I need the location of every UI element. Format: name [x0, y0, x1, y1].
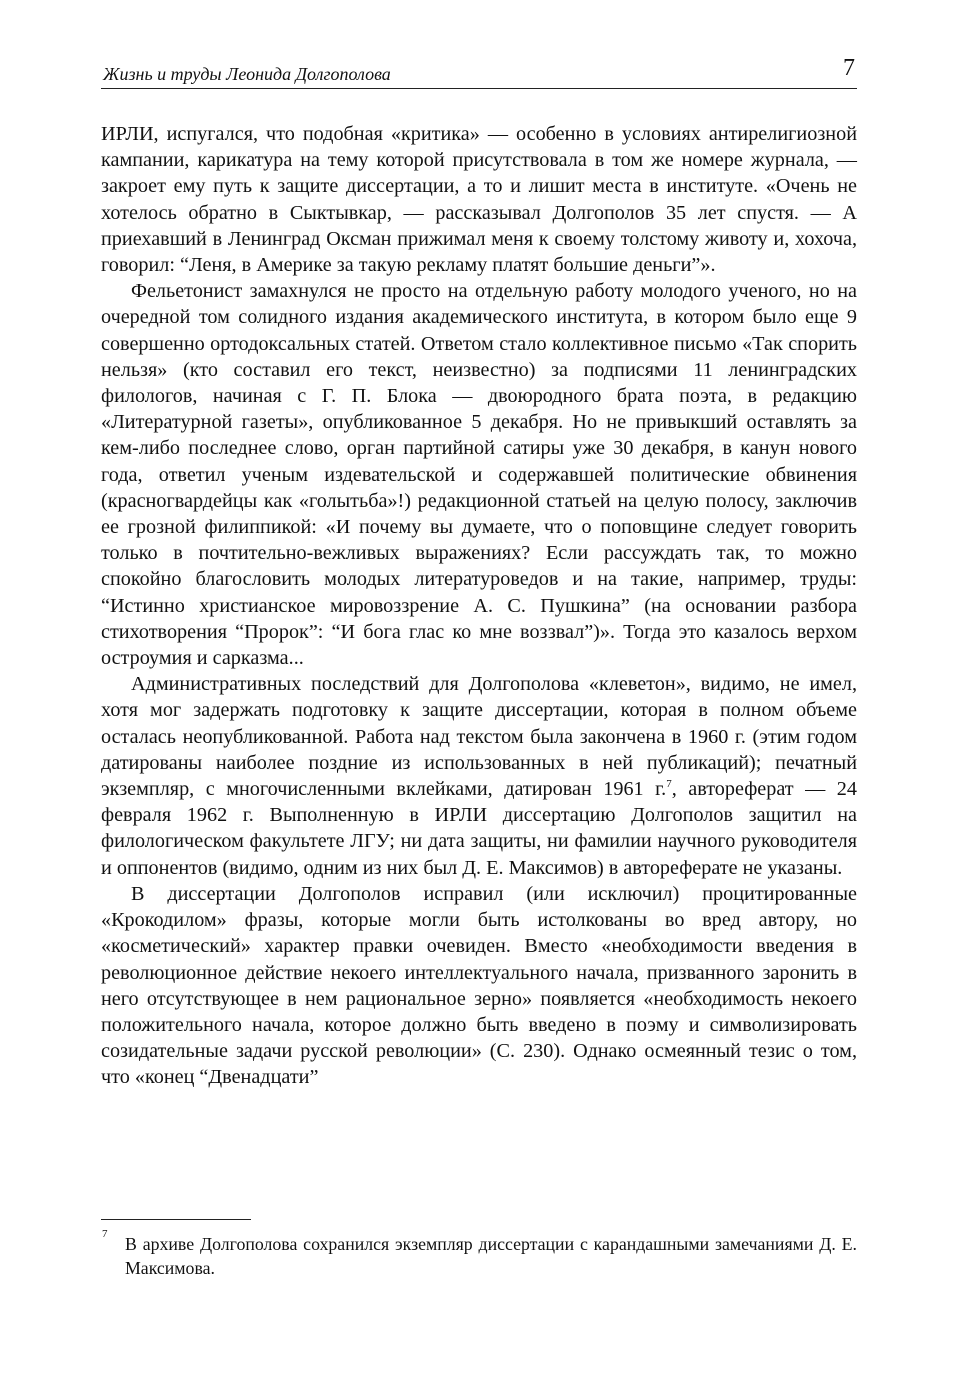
paragraph-3-text-a: Административных последствий для Долгополова «клеветон», видимо, не имел, хотя мог задержать подготовку к защите диссертации, которая в полном объеме осталась неопубликованной. Работа над текстом была закончена в 1960 г. (этим годом датированы наиболее поздние из использованных в ней публикаций); печатный экземпляр, с многочисленными вклейками, датирован 1961 г.: [101, 673, 857, 801]
footnote-reference[interactable]: 7: [666, 778, 672, 791]
paragraph-4: В диссертации Долгополов исправил (или исключил) процитированные «Крокодилом» фразы, которые могли быть истолкованы во вред автору, но «косметический» характер правки очевиден. Вместо «необходимости введения в революционное действие некоего интеллектуального начала, призванного заронить в него отсутствующее в нем рациональное зерно» появляется «необходимость некоего положительного начала, которое должно быть введено в поэму и символизировать созидательные задачи русской революции» (С. 230). Однако осмеянный тезис о том, что «конец “Двенадцати”: [101, 882, 857, 1089]
footnote: [101, 1228, 857, 1280]
footnote-text: В архиве Долгополова сохранился экземпляр диссертации с карандашными замечаниями Д. Е. Максимова.: [125, 1234, 857, 1278]
paragraph-3-text-b: , автореферат — 24 февраля 1962 г. Выполненную в ИРЛИ диссертацию Долгополов защитил на филологическом факультете ЛГУ; ни дата защиты, ни фамилии научного руководителя и оппонентов (видимо, одним из них был Д. Е. Максимов) в автореферате не указаны.: [101, 778, 857, 879]
body-text: [101, 121, 857, 1091]
running-head: [101, 54, 857, 89]
paragraph-3: [101, 671, 857, 881]
footnote-number: 7: [102, 1228, 108, 1240]
paragraph-2: Фельетонист замахнулся не просто на отдельную работу молодого ученого, но на очередной том солидного издания академического института, в котором было еще 9 совершенно ортодоксальных статей. Ответом стало коллективное письмо «Так спорить нельзя» (кто составил его текст, неизвестно) за подписями 11 ленинградских филологов, начиная с Г. П. Блока — двоюродного брата поэта, в редакцию «Литературной газеты», опубликованное 5 декабря. Но не привыкший оставлять за кем-либо последнее слово, орган партийной сатиры уже 30 декабря, в канун нового года, ответил ученым издевательской и содержавшей политические обвинения (красногвардейцы как «голытьба»!) редакционной статьей на целую полосу, заключив ее грозной филиппикой: «И почему вы думаете, что о поповщине следует говорить только в почтительно-вежливых выражениях? Если рассуждать так, то можно спокойно благословить молодых литературоведов и на такие, например, труды: “Истинно христианское мировоззрение А. С. Пушкина” (на основании разбора стихотворения “Пророк”: “И бога глас ко мне воззвал”)». Тогда это казалось верхом остроумия и сарказма...: [101, 280, 857, 670]
footnote-separator: [101, 1219, 251, 1220]
page-number: 7: [843, 55, 855, 81]
paragraph-1: ИРЛИ, испугался, что подобная «критика» — особенно в условиях антирелигиозной кампании, карикатура на тему которой присутствовала в том же номере журнала, — закроет ему путь к защите диссертации, а то и лишит места в институте. «Очень не хотелось обратно в Сыктывкар, — рассказывал Долгополов 35 лет спустя. — А приехавший в Ленинград Оксман прижимал меня к своему толстому животу и, хохоча, говорил: “Леня, в Америке за такую рекламу платят большие деньги”».: [101, 123, 857, 277]
running-title: Жизнь и труды Леонида Долгополова: [103, 64, 391, 84]
book-page: [101, 0, 857, 1388]
